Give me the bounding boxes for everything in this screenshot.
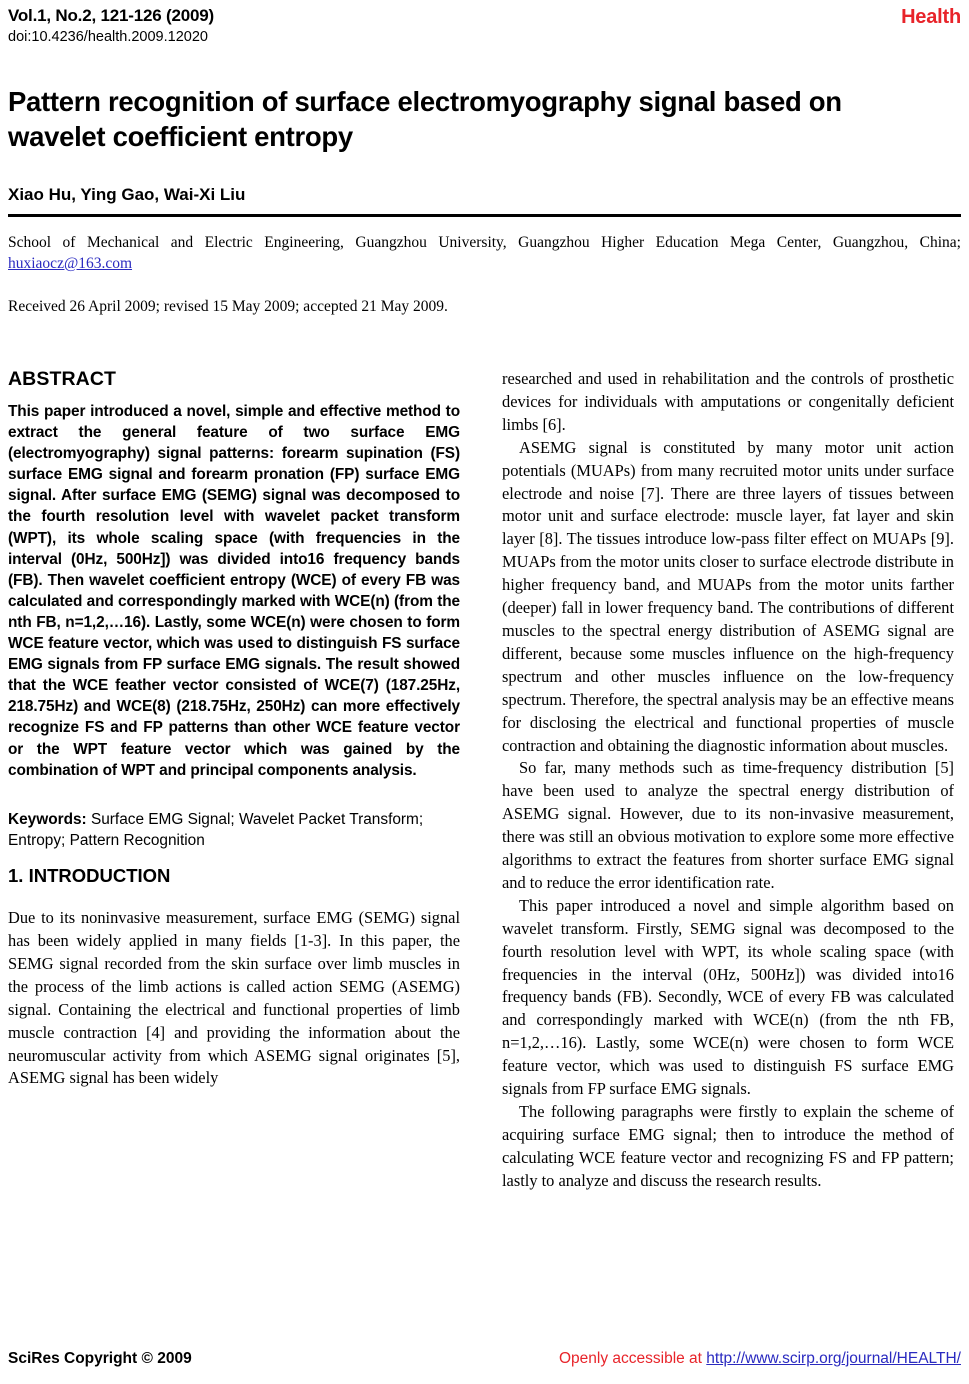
intro-paragraph-3: So far, many methods such as time-frequency distribution [5] have been used to analyze the spectral energy distribution of ASEMG signal. However, due to its non-invasive measurement, there was still an obvious motivation to explore some more effective algorithms to extract the features from shorter surface EMG signal and to reduce the error identification rate. — [502, 758, 954, 892]
open-access-label: Openly accessible at — [558, 1350, 707, 1367]
journal-title-logo: Health — [901, 6, 961, 28]
intro-paragraph-1-left: Due to its noninvasive measurement, surface EMG (SEMG) signal has been widely applied in many fields [1-3]. In this paper, the SEMG signal recorded from the skin surface over limb muscles in the process of the limb actions is called action SEMG (ASEMG) signal. Containing the electrical and functional properties of limb muscle contraction [4] and providing the information about the neuromuscular activity from which ASEMG signal originates [5], ASEMG signal has been widely — [8, 908, 460, 1088]
page-title: Pattern recognition of surface electromyography signal based on wavelet coefficient entropy — [8, 86, 842, 152]
intro-paragraph-2: ASEMG signal is constituted by many motor unit action potentials (MUAPs) from many recruited motor units under surface electrode and noise [7]. There are three layers of tissues between motor unit and surface electrode: muscle layer, fat layer and skin layer [8]. The tissues introduce low-pass filter effect on MUAPs [9]. MUAPs from the motor units closer to surface electrode distribute in higher frequency band, and MUAPs from the motor units farther (deeper) fall in lower frequency band. The contributions of different muscles to the spectral energy distribution of ASEMG signal are different, because some muscles influence on the high-frequency spectrum and other muscles influence on the low-frequency spectrum. Therefore, the spectral analysis may be an effective means for disclosing the electrical and functional properties of muscle contraction and obtaining the diagnostic information about muscles. — [502, 437, 954, 755]
page-footer — [8, 1350, 961, 1374]
intro-paragraph-1-continued: researched and used in rehabilitation and the controls of prosthetic devices for individuals with amputations or congenitally deficient limbs [6]. — [502, 369, 954, 434]
abstract-body: This paper introduced a novel, simple and effective method to extract the general feature of two surface EMG (electromyography) signal patterns: forearm supination (FS) surface EMG signal and forearm pronation (FP) surface EMG signal. After surface EMG (SEMG) signal was decomposed to the fourth resolution level with wavelet packet transform (WPT), its whole scaling space (with frequencies in the interval (0Hz, 500Hz]) was divided into16 frequency bands (FB). Then wavelet coefficient entropy (WCE) of every FB was calculated and correspondingly marked with WCE(n) (from the nth FB, n=1,2,…16). Lastly, some WCE(n) were chosen to form WCE feature vector, which was used to distinguish FS surface EMG signals from FP surface EMG signals. The result showed that the WCE feather vector consisted of WCE(7) (187.25Hz, 218.75Hz) and WCE(8) (218.75Hz, 250Hz) can more effectively recognize FS and FP patterns than other WCE feature vector or the WPT feature vector which was gained by the combination of WPT and principal components analysis. — [8, 403, 460, 779]
running-head-left — [8, 6, 214, 46]
abstract-heading: ABSTRACT — [8, 368, 117, 390]
section-spacer — [8, 851, 460, 865]
author-email-link[interactable]: huxiaocz@163.com — [8, 255, 133, 272]
keywords-line — [8, 809, 460, 851]
intro-paragraph-4: This paper introduced a novel and simple algorithm based on wavelet transform. Firstly, SEMG signal was decomposed to the fourth resolution level with WPT, its whole scaling space (with frequencies in the interval (0Hz, 500Hz]) was divided into16 frequency bands (FB). Secondly, WCE of every FB was calculated and correspondingly marked with WCE(n) (from the nth FB, n=1,2,…16). Lastly, some WCE(n) were chosen to form WCE feature vector, which was used to distinguish FS surface EMG signals from FP surface EMG signals. — [502, 895, 954, 1099]
right-column — [502, 368, 954, 1193]
author-list: Xiao Hu, Ying Gao, Wai-Xi Liu — [8, 185, 246, 204]
copyright-notice: SciRes Copyright © 2009 — [8, 1350, 192, 1367]
keywords-label: Keywords: — [8, 810, 87, 828]
doi-text: doi:10.4236/health.2009.12020 — [8, 29, 208, 45]
submission-dates: Received 26 April 2009; revised 15 May 2009; accepted 21 May 2009. — [8, 298, 448, 315]
running-head — [8, 6, 961, 52]
keywords-value: Surface EMG Signal; Wavelet Packet Transform; Entropy; Pattern Recognition — [8, 810, 424, 849]
volume-issue-pages: Vol.1, No.2, 121-126 (2009) — [8, 6, 214, 25]
introduction-heading: 1. INTRODUCTION — [8, 865, 171, 887]
affiliation-block — [8, 232, 961, 274]
affiliation-text: School of Mechanical and Electric Engineering, Guangzhou University, Guangzhou Higher Education Mega Center, Guangzhou, China; — [8, 234, 961, 251]
author-divider-rule — [8, 214, 961, 217]
journal-url-link[interactable]: http://www.scirp.org/journal/HEALTH/ — [706, 1350, 961, 1367]
intro-paragraph-5: The following paragraphs were firstly to explain the scheme of acquiring surface EMG signal; then to introduce the method of calculating WCE feature vector and recognizing FS and FP pattern; lastly to analyze and discuss the research results. — [502, 1102, 954, 1190]
open-access-notice — [559, 1350, 961, 1368]
left-column — [8, 368, 460, 1090]
